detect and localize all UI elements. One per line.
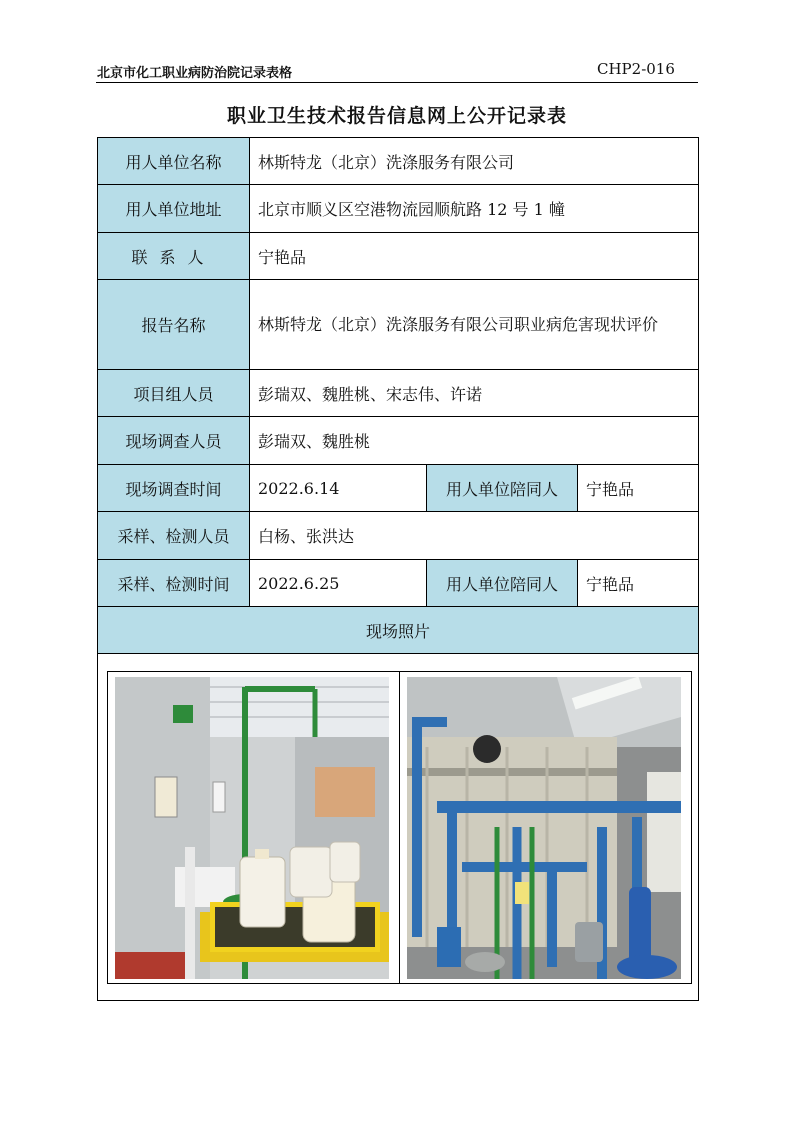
row-report-name [98, 280, 699, 370]
row-contact [98, 233, 699, 280]
site-photo-eyewash [115, 677, 389, 979]
row-site-investigators [98, 417, 699, 465]
site-photo-pipework [407, 677, 681, 979]
sampling-staff-label: 采样、检测人员 [98, 512, 250, 560]
site-investigators-value: 彭瑞双、魏胜桃 [250, 417, 699, 465]
report-name-value: 林斯特龙（北京）洗涤服务有限公司职业病危害现状评价 [250, 280, 699, 370]
sampling-time-label: 采样、检测时间 [98, 560, 250, 607]
employer-address-label: 用人单位地址 [98, 185, 250, 233]
contact-label: 联系人 [98, 233, 250, 280]
project-members-label: 项目组人员 [98, 370, 250, 417]
header-rule [96, 82, 698, 83]
sampling-companion-label: 用人单位陪同人 [427, 560, 578, 607]
document-title: 职业卫生技术报告信息网上公开记录表 [226, 105, 567, 127]
institution-name: 北京市化工职业病防治院记录表格 [97, 66, 293, 81]
photos-heading: 现场照片 [98, 607, 699, 654]
report-name-label: 报告名称 [98, 280, 250, 370]
photos-cell [98, 654, 699, 1001]
row-site-investigation-time [98, 465, 699, 512]
record-table [97, 137, 699, 1001]
row-photos-heading [98, 607, 699, 654]
sampling-staff-value: 白杨、张洪达 [250, 512, 699, 560]
form-code: CHP2-016 [597, 60, 675, 78]
site-investigators-label: 现场调查人员 [98, 417, 250, 465]
row-sampling-time [98, 560, 699, 607]
row-project-members [98, 370, 699, 417]
sampling-time-value: 2022.6.25 [250, 560, 427, 607]
employer-name-value: 林斯特龙（北京）洗涤服务有限公司 [250, 138, 699, 185]
contact-value: 宁艳品 [250, 233, 699, 280]
employer-name-label: 用人单位名称 [98, 138, 250, 185]
row-employer-address [98, 185, 699, 233]
project-members-value: 彭瑞双、魏胜桃、宋志伟、许诺 [250, 370, 699, 417]
site-investigation-time-value: 2022.6.14 [250, 465, 427, 512]
site-companion-value: 宁艳品 [578, 465, 699, 512]
site-companion-label: 用人单位陪同人 [427, 465, 578, 512]
row-photos [98, 654, 699, 1001]
photo-box-2 [399, 672, 691, 983]
employer-address-value: 北京市顺义区空港物流园顺航路 12 号 1 幢 [250, 185, 699, 233]
row-sampling-staff [98, 512, 699, 560]
site-investigation-time-label: 现场调查时间 [98, 465, 250, 512]
sampling-companion-value: 宁艳品 [578, 560, 699, 607]
row-employer-name [98, 138, 699, 185]
photo-frame [107, 671, 692, 984]
photo-box-1 [108, 672, 399, 983]
